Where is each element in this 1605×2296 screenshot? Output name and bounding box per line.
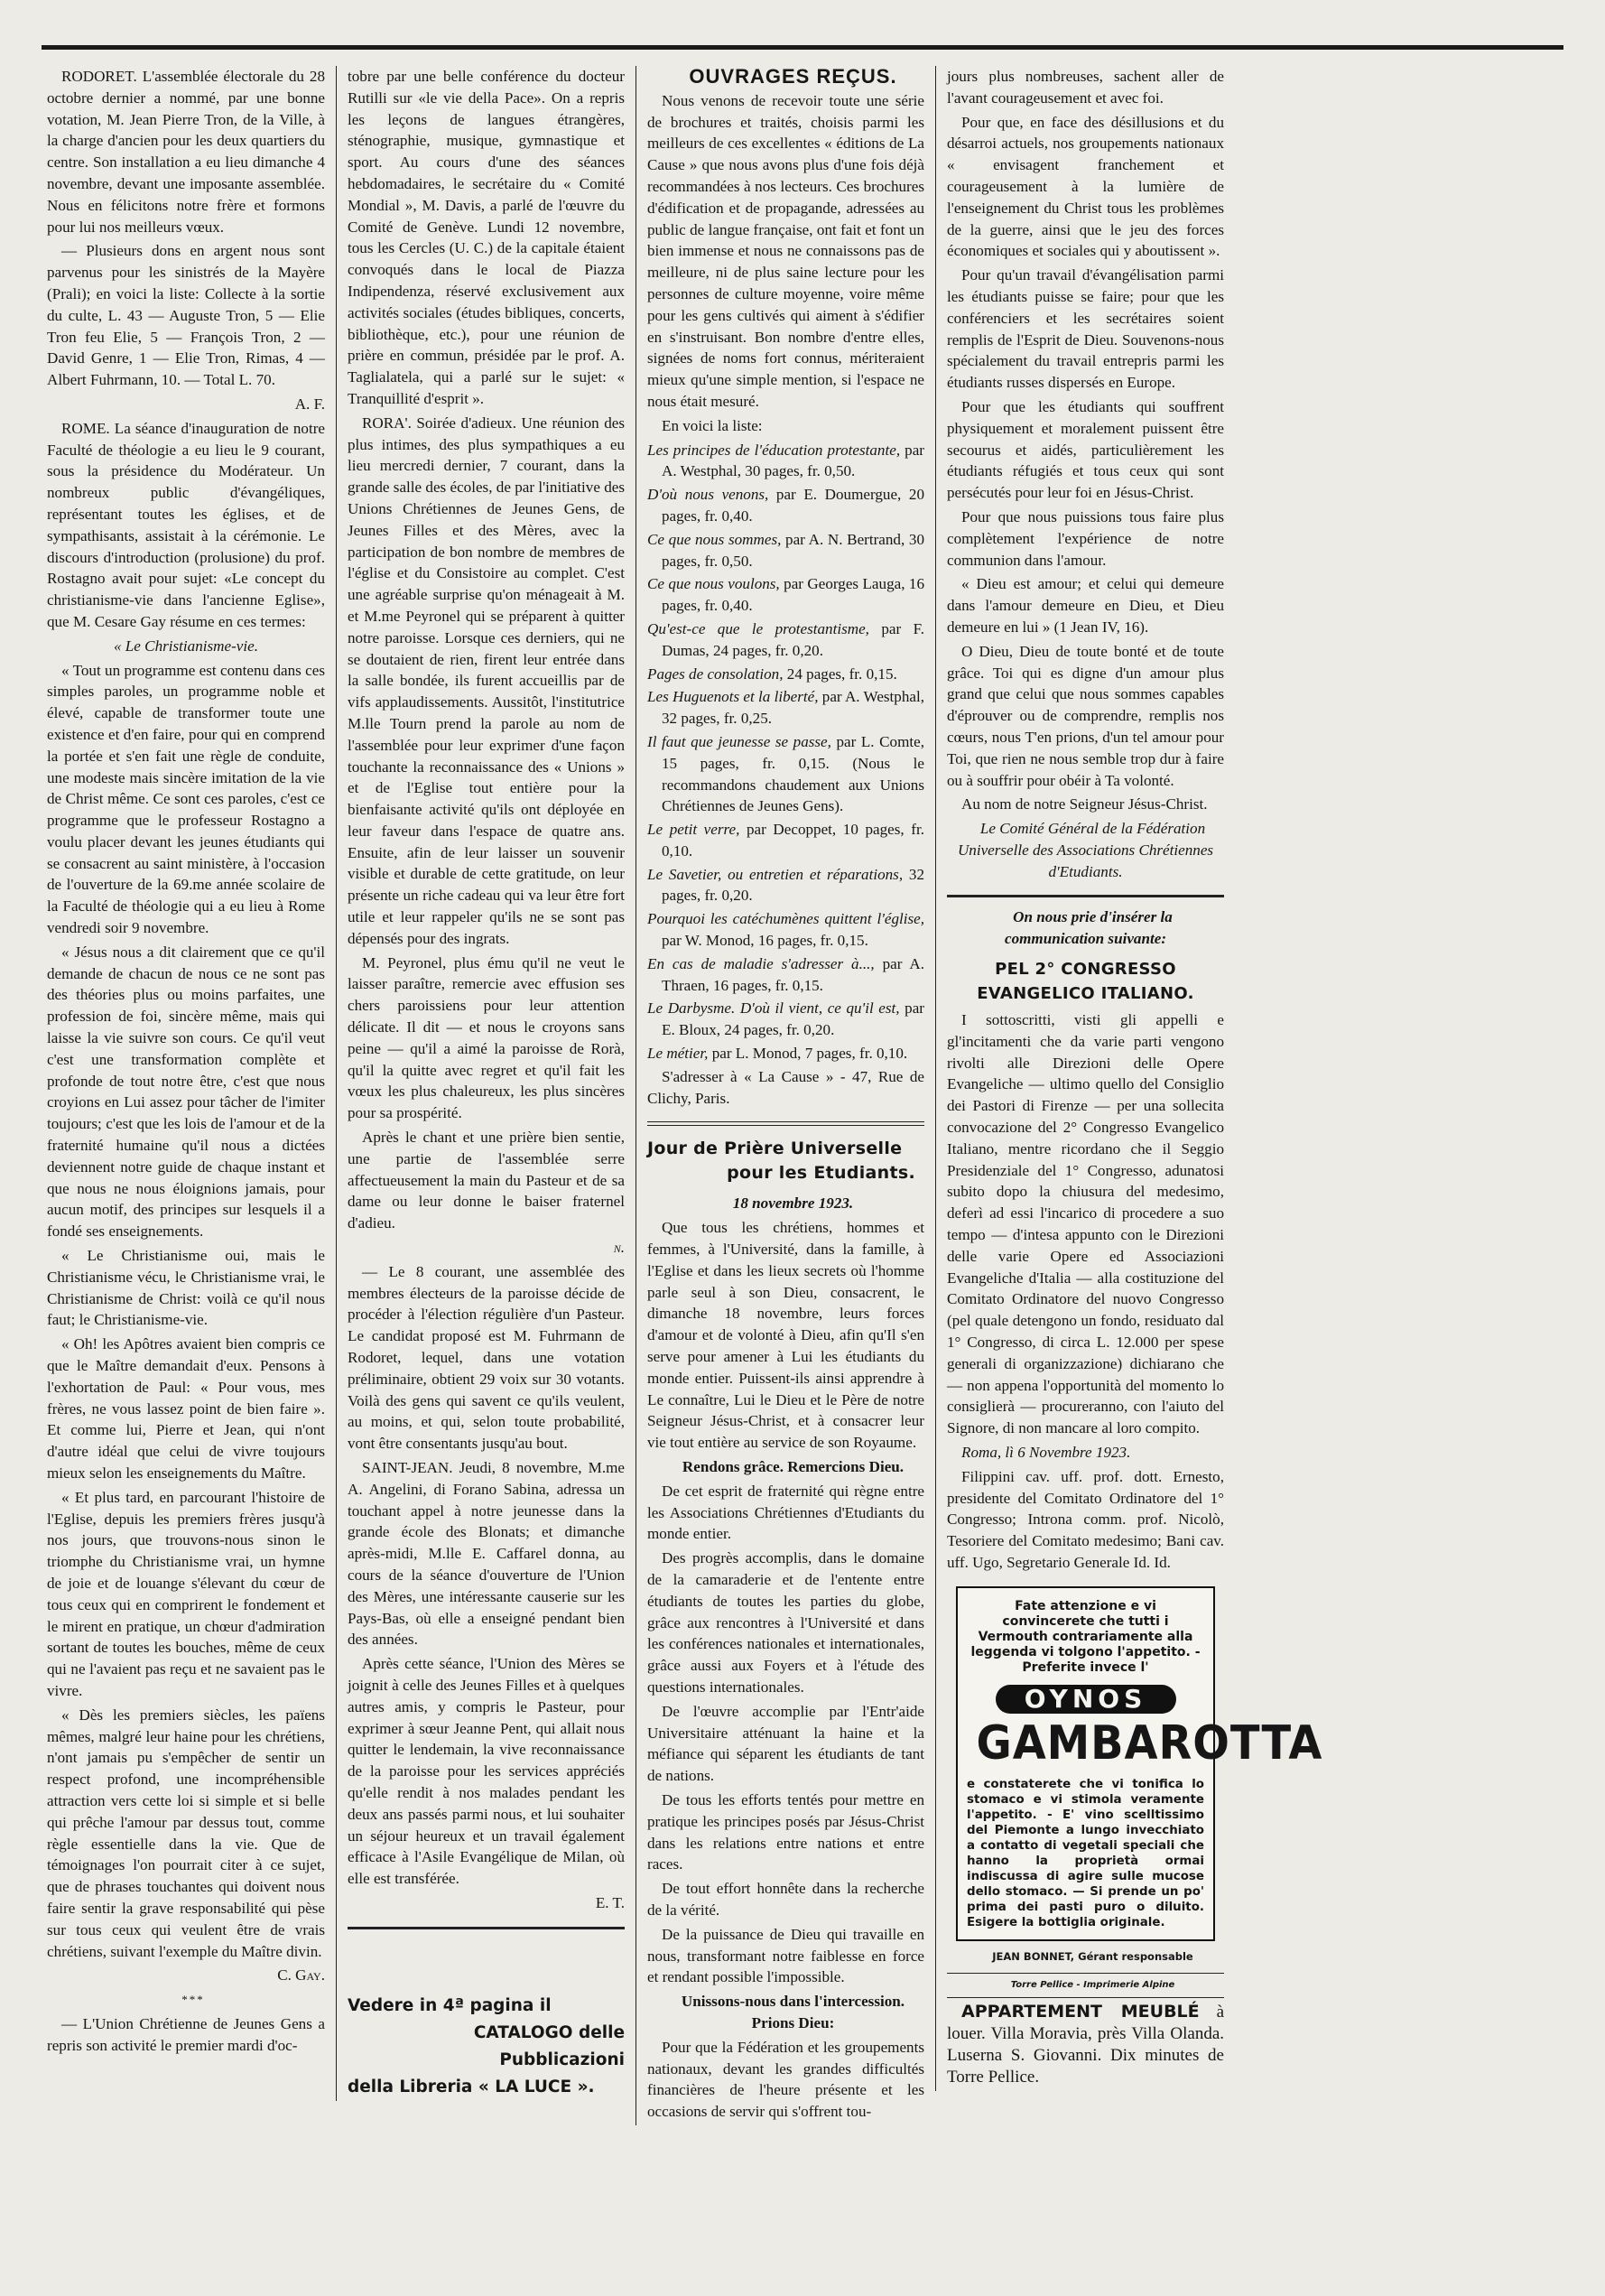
appartement-ad-text: à louer. Villa Moravia, près Villa Olanda. Luserna S. Giovanni. Dix minutes de Torre Pellice.: [947, 2003, 1225, 2087]
book-list-item: [647, 664, 924, 685]
ad-oynos-logo: OYNOS: [996, 1685, 1176, 1714]
book-details: par L. Comte, 15 pages, fr. 0,15. (Nous le recommandons chaudement aux Unions Chrétiennes de Jeunes Gens).: [662, 732, 924, 815]
book-list-item: [647, 1043, 924, 1064]
book-details: par E. Bloux, 24 pages, fr. 0,20.: [662, 999, 925, 1039]
prayer-paragraph-7: O Dieu, Dieu de toute bonté et de toute grâce. Toi qui es digne d'un amour plus grand que celui que nous sommes capables d'éprouver ou de comprendre, remplis nos cœurs, nous T'en prions, d'un tel amour pour Toi, que rien ne nous semble trop dur à faire ou à souffrir pour obéir à Ta volonté.: [947, 642, 1224, 789]
jour-priere-paragraph-7: De la puissance de Dieu qui travaille en nous, transformant notre faiblesse en force et rendant possible l'impossible.: [647, 1925, 924, 1986]
ucjg-paragraph: — L'Union Chrétienne de Jeunes Gens a repris son activité le premier mardi d'oc-: [47, 2014, 325, 2054]
book-details: par L. Monod, 7 pages, fr. 0,10.: [708, 1045, 908, 1063]
book-list-item: [647, 484, 924, 527]
rome-article: ROME. La séance d'inauguration de notre Faculté de théologie a eu lieu le 9 courant, sous la présidence du Modérateur. Un nombreux public d'évangéliques, représentant toutes les églises, et de sympathisants, assistait à la cérémonie. Le discours d'introduction (prolusione) du prof. Rostagno avait pour sujet: «Le concept du christianisme-vie dans l'ancienne Eglise», que M. Cesare Gay résume en ces termes:: [47, 419, 325, 630]
book-list-item: [647, 573, 924, 617]
rome-paragraph-2: « Tout un programme est contenu dans ces simples paroles, un programme noble et élevé, capable de transformer toute une existence et d'en faire, pour qui en comprend la portée et s'en fait une règle de conduite, une modeste mais sincère imitation de la vie de Christ même. Ce sont ces paroles, c'est ce programme que le professeur Rostagno a voulu placer devant les jeunes étudiants qui se consacrent au saint ministère, à l'occasion de l'ouverture de la 69.me année scolaire de la Faculté de théologie qui a eu lieu à Rome vendredi soir 9 novembre.: [47, 661, 325, 937]
rome-signature: C. Gay.: [277, 1966, 325, 1985]
appartement-ad-title: APPARTEMENT MEUBLÉ: [961, 2002, 1200, 2022]
federation-signature: Le Comité Général de la Fédération Universelle des Associations Chrétiennes d'Etudiants.: [957, 820, 1214, 880]
jour-priere-heading-line-2: pour les Etudiants.: [727, 1163, 915, 1184]
book-title: Pourquoi les catéchumènes quittent l'église,: [647, 910, 924, 928]
book-title: Le Darbysme. D'où il vient, ce qu'il est,: [647, 999, 900, 1018]
rome-paragraph-4: « Le Christianisme oui, mais le Christianisme vécu, le Christianisme vrai, le Christianisme de Christ: voilà ce qu'il nous faut; le Christianisme-vie.: [47, 1247, 325, 1329]
prayer-verse: « Dieu est amour; et celui qui demeure dans l'amour demeure en Dieu, et Dieu demeure en lui » (1 Jean IV, 16).: [947, 575, 1224, 636]
book-list-item: [647, 864, 924, 907]
rome-paragraph-7: « Dès les premiers siècles, les païens mêmes, malgré leur haine pour les chrétiens, n'ont jamais pu s'empêcher de sentir un respect profond, une incompréhensible attraction vers cette loi si simple et si belle qui prêche l'amour par dessus tout, comme règle essentielle dans la vie. Que de témoignages l'on pourrait citer à ce sujet, que de phrases touchantes qui doivent nous faire sentir la grave responsabilité qui pèse sur tous ceux qui veulent être de vrais chrétiens, suivant l'exemple du Maître divin.: [47, 1706, 325, 1960]
book-details: par W. Monod, 16 pages, fr. 0,15.: [662, 932, 868, 950]
prayer-paragraph-4: Pour que les étudiants qui souffrent physiquement et moralement puissent être secourus et aidés, particulièrement les étudiants réfugiés et tous ceux qui sont persécutés pour leur foi en Jésus-Christ.: [947, 397, 1224, 502]
jour-priere-paragraph-5: De tous les efforts tentés pour mettre en pratique les principes posés par Jésus-Christ dans les relations entre nations et entre races.: [647, 1790, 924, 1873]
communication-note: On nous prie d'insérer la communication suivante:: [1004, 908, 1173, 948]
book-details: par F. Dumas, 24 pages, fr. 0,20.: [662, 619, 924, 659]
prayer-closing: Au nom de notre Seigneur Jésus-Christ.: [961, 795, 1208, 813]
column-rule: [947, 895, 1224, 897]
jour-priere-paragraph-8: Pour que la Fédération et les groupements nationaux, devant les grandes difficultés financières de l'heure présente et les occasions de servir qui s'offrent tou-: [647, 2038, 924, 2121]
appartement-ad: [947, 2001, 1224, 2088]
book-list-item: [647, 529, 924, 572]
jour-priere-paragraph-2: De cet esprit de fraternité qui règne entre les Associations Chrétiennes d'Etudiants du monde entier.: [647, 1482, 924, 1543]
column-separator: [348, 1927, 625, 1929]
jour-priere-date: 18 novembre 1923.: [732, 1194, 854, 1213]
rora-article: RORA'. Soirée d'adieux. Une réunion des plus intimes, des plus sympathiques a eu lieu mercredi dernier, 7 courant, dans la grande salle des écoles, de par l'initiative des Unions Chrétiennes de Jeunes Gens, de Jeunes Filles et des Mères, avec la participation de bon nombre de membres de l'église et du Consistoire au complet. C'est une agréable surprise qu'on ménageait à M. et M.me Peyronel qui se préparent à quitter notre paroisse. Lorsque ces derniers, qui ne se doutaient de rien, firent leur entrée dans la salle bondée, ils furent accueillis par de vifs applaudissements. Aussitôt, l'institutrice M.lle Tourn prend la parole au nom de l'assemblée pour leur exprimer d'une façon touchante la reconnaissance des « Unions » et de l'Eglise tout entière pour la bienfaisante activité qu'ils ont déployée en leur faveur dans l'espace de quatre ans. Ensuite, afin de leur laisser un souvenir visible et durable de cette gratitude, on leur présente un riche cadeau qui va leur être fort utile et leur rappeler qu'ils ne se sont pas dépensés pour des ingrats.: [348, 414, 625, 947]
congresso-heading: PEL 2° CONGRESSO EVANGELICO ITALIANO.: [977, 960, 1194, 1004]
prayer-paragraph-3: Pour qu'un travail d'évangélisation parmi les étudiants puisse se faire; pour que les conférenciers et les secrétaires soient remplis de l'Esprit de Dieu. Souvenons-nous spécialement du travail entrepris parmi les étudiants russes dispersés en Europe.: [947, 266, 1224, 392]
jour-priere-paragraph-3: Des progrès accomplis, dans le domaine de la camaraderie et de l'entente entre étudiants de toutes les parties du globe, grâce aux rencontres à l'Université et dans les conférences nationales et internationales, grâce aussi aux Foyers et à l'étude des questions internationales.: [647, 1549, 924, 1696]
book-title: D'où nous venons,: [647, 486, 769, 504]
book-list-item: [647, 908, 924, 952]
jour-priere-heading-line-1: Jour de Prière Universelle: [647, 1139, 903, 1159]
rome-paragraph-6: « Et plus tard, en parcourant l'histoire de l'Eglise, depuis les premiers frères jusqu'à nos jours, que trouvons-nous sinon le triomphe du Christianisme vrai, un hymne de joie et de louange s'élevant du cœur de tous ceux qui en comprirent le fondement et le mirent en pratique, un chœur d'admiration sortant de toutes les bouches, même de ceux qui ne l'avaient pas reçu et ne savaient pas le vivre.: [47, 1488, 325, 1699]
jour-priere-paragraph-1: Que tous les chrétiens, hommes et femmes, à l'Université, dans la famille, à l'Eglise et dans les lieux secrets où l'homme parle seul à son Dieu, consacrent, le dimanche 18 novembre, leurs forces d'amour et de volonté à Dieu, afin qu'Il s'en serve pour amener à Lui les étudiants du monde entier. Puissent-ils ainsi apprendre à Le connaître, Lui le Dieu et le Père de notre Seigneur Jésus-Christ, et à consacrer leur vie tout entière au service de son Royaume.: [647, 1219, 924, 1452]
catalogo-line-2: CATALOGO delle Pubblicazioni: [473, 2022, 625, 2069]
rora-signature: n.: [613, 1239, 625, 1257]
ouvrages-heading: OUVRAGES REÇUS.: [689, 65, 897, 88]
ouvrages-intro: Nous venons de recevoir toute une série de brochures et traités, choisis parmi les meilleurs de ces excellentes « éditions de La Cause » que nous avons plus d'une fois déjà recommandées à nos lecteurs. Ces brochures d'édification et de propagande, adressées au public de langue française, ont fait et font un bien immense et nous ne connaissons pas de meilleure, ni de plus saine lecture pour les personnes de culture moyenne, voire même pour les gens cultivés qui aiment à s'édifier en s'instruisant. Bon nombre d'entre elles, signées de noms fort connus, mériteraient mieux qu'une simple mention, si l'espace ne nous était mesuré.: [647, 91, 924, 410]
rome-paragraph-5: « Oh! les Apôtres avaient bien compris ce que le Maître demandait d'eux. Pensons à l'exhortation de Paul: « Pour vous, mes frères, ne vous lassez point de bien faire ». Et comme lui, Pierre et Jean, qui n'ont d'autre idéal que celui de vivre toujours mieux selon les enseignements du Maître.: [47, 1335, 325, 1482]
rome-paragraph-3: « Jésus nous a dit clairement que ce qu'il demande de chacun de nous ce ne sont pas des théories plus ou moins parfaites, une profession de foi, sincère même, mais qui laisse la vie suivre son cours. Ce qu'il veut c'est une transformation complète et profonde de tout notre être, c'est que nous croyions en Lui assez pour tâcher de l'imiter toujours; c'est que les lois de l'amour et de la fraternité humaine qu'il nous a dictées deviennent notre guide de chaque instant et que nous ne nous éloignions jamais, pour aucun motif, des principes sur lesquels il a fondé ses enseignements.: [47, 943, 325, 1241]
columns: [36, 66, 1569, 2125]
saint-jean-article: SAINT-JEAN. Jeudi, 8 novembre, M.me A. Angelini, di Forano Sabina, adressa un touchant appel à notre jeunesse dans la grande école des Blonats; et dimanche après-midi, M.lle E. Caffarel donna, au cours de la séance d'ouverture de l'Union des Mères, une intéressante causerie sur les Pays-Bas, où elle a enseigné pendant bien des années.: [348, 1459, 625, 1649]
book-details: par A. N. Bertrand, 30 pages, fr. 0,50.: [662, 530, 925, 570]
book-title: Pages de consolation,: [647, 665, 784, 683]
book-title: Le Savetier, ou entretien et réparations,: [647, 865, 904, 883]
book-details: 32 pages, fr. 0,20.: [662, 865, 924, 905]
rome-quote-title: « Le Christianisme-vie.: [113, 637, 258, 655]
top-rule: [42, 45, 1563, 50]
dons-paragraph: — Plusieurs dons en argent nous sont parvenus pour les sinistrés de la Mayère (Prali); en voici la liste: Collecte à la sortie du culte, L. 43 — Auguste Tron, 5 — Elie Tron feu Elie, 5 — François Tron, 2 — David Genre, 1 — Elie Tron, Rimas, 4 — Albert Fuhrmann, 10. — Total L. 70.: [47, 242, 325, 389]
book-list-item: [647, 440, 924, 483]
rora-paragraph-3: Après le chant et une prière bien sentie, une partie de l'assemblée serre affectueusement la main du Pasteur et de sa dame ou leur donne le baiser fraternel d'adieu.: [348, 1129, 625, 1232]
book-title: Qu'est-ce que le protestantisme,: [647, 619, 869, 637]
book-details: par E. Doumergue, 20 pages, fr. 0,40.: [662, 486, 924, 525]
ad-intro-text: Fate attenzione e vi convincerete che tutti i Vermouth contrariamente alla leggenda vi tolgono l'appetito. - Preferite invece l': [970, 1598, 1201, 1675]
ouvrages-list-intro: En voici la liste:: [662, 416, 763, 434]
saint-jean-paragraph-2: Après cette séance, l'Union des Mères se joignit à celle des Jeunes Filles et à quelques autres amis, y compris le Pasteur, pour exprimer à sœur Jeanne Pent, qui allait nous quitter le lendemain, la vive reconnaissance de la paroisse pour les services appréciés qu'elle rendit à nos malades pendant les deux ans passés parmi nous, et lui souhaiter un séjour heureux et un travail également efficace à l'Asile Evangélique de Milan, où elle est transférée.: [348, 1655, 625, 1888]
book-details: 24 pages, fr. 0,15.: [783, 665, 897, 683]
congresso-date: Roma, lì 6 Novembre 1923.: [961, 1444, 1131, 1462]
book-details: par A. Westphal, 32 pages, fr. 0,25.: [662, 688, 925, 728]
book-title: Le petit verre,: [647, 821, 740, 839]
column-2: [336, 66, 636, 2101]
book-list-item: [647, 998, 924, 1041]
ucjg-continued: tobre par une belle conférence du docteur Rutilli sur «le vie della Pace». On a repris les leçons de langues étrangères, sténographie, musique, gymnastique et sport. Au cours d'une des séances hebdomadaires, le secrétaire du « Comité Mondial », M. Davis, a parlé de l'œuvre du Comité de Genève. Lundi 12 novembre, tous les Cercles (U. C.) de la capitale étaient convoqués dans le local de Piazza Indipendenza, réservé exclusivement aux activités sociales (études bibliques, concerts, bibliothèque, etc.), pour une réunion de prière en commun, présidée par le prof. A. Taglialatela, qui a parlé sur le sujet: « Tranquillité d'esprit ».: [348, 68, 625, 407]
rora-election-paragraph: — Le 8 courant, une assemblée des membres électeurs de la paroisse décide de procéder à l'élection régulière d'un Pasteur. Le candidat proposé est M. Fuhrmann de Rodoret, lequel, dans une votation préliminaire, obtient 29 voix sur 30 votants. Voilà des gens qui savent ce qu'ils veulent, au moins, et qui, selon toute probabilité, vont être consentants jusqu'au bout.: [348, 1262, 625, 1453]
book-details: par Decoppet, 10 pages, fr. 0,10.: [662, 821, 924, 860]
catalogo-notice: [348, 1993, 625, 2101]
unissons-heading-line-2: Prions Dieu:: [751, 2013, 835, 2031]
book-title: Ce que nous voulons,: [647, 575, 780, 593]
book-list-item: [647, 731, 924, 817]
gerant-line: JEAN BONNET, Gérant responsable: [992, 1949, 1193, 1963]
ad-gambarotta-brand: GAMBAROTTA: [976, 1715, 1323, 1771]
dons-signature: A. F.: [294, 395, 325, 413]
book-title: Le métier,: [647, 1045, 709, 1063]
unissons-heading-line-1: Unissons-nous dans l'intercession.: [681, 1993, 905, 2011]
congresso-paragraph: I sottoscritti, visti gli appelli e gl'incitamenti che da varie parti vengono rivolti alle Direzioni delle Opere Evangeliche — ultimo quello del Consiglio dei Pastori di Firenze — per una sollecita convocazione del 2° Congresso Evangelico Italiano, mentre ricordano che il Seggio Presidenziale del 1° Congresso, adunatosi subito dopo la chiusura del medesimo, deferì ad essi l'incarico di procedere a suo tempo — d'intesa appunto con le Direzioni delle varie Opere ed Associazioni Evangeliche d'Italia — alla costituzione del Comitato Ordinatore del nuovo Congresso (pel quale detengono un fondo, residuato dal 1° Congresso, di circa L. 12.000 per spese generali di organizzazione) dichiarano che — non appena l'opportunità del momento lo consiglierà — procureranno, con l'aiuto del Signore, di non mancare al loro compito.: [947, 1011, 1224, 1437]
ad-body-text: e constaterete che vi tonifica lo stomaco e vi stimola veramente l'appetito. - E' vino scelltissimo del Piemonte a lungo invecchiato a contatto di vegetali speciali che hanno la proprietà ormai indiscussa di agire sulle mucose dello stomaco. — Si prende un po' prima dei pasti puro o diluito. Esigere la bottiglia originale.: [967, 1777, 1204, 1929]
catalogo-line-1: Vedere in 4ª pagina il: [348, 1995, 552, 2015]
section-rule: [647, 1121, 924, 1126]
book-title: Les principes de l'éducation protestante,: [647, 441, 901, 459]
book-list: [647, 440, 924, 1064]
rodoret-article: RODORET. L'assemblée électorale du 28 octobre dernier a nommé, par une bonne votation, M. Jean Pierre Tron, de la Ville, à la charge d'ancien pour les deux quartiers du centre. Son installation a eu lieu dimanche 4 novembre, devant une imposante assemblée. Nous en félicitons notre frère et formons pour lui nos meilleurs vœux.: [47, 68, 325, 236]
prayer-continued: jours plus nombreuses, sachent aller de l'avant courageusement et avec foi.: [947, 68, 1224, 107]
rendons-grace-heading: Rendons grâce. Remercions Dieu.: [682, 1458, 905, 1476]
book-title: Il faut que jeunesse se passe,: [647, 732, 831, 750]
rora-paragraph-2: M. Peyronel, plus ému qu'il ne veut le laisser paraître, remercie avec effusion ses chers paroissiens pour leur attention délicate. Il dit — et nous le croyons sans peine — qu'il a aimé la paroisse de Rorà, qu'il la quitte avec regret et qu'il fait les vœux les plus chaleureux, les plus sincères pour sa prospérité.: [348, 953, 625, 1122]
prayer-paragraph-2: Pour que, en face des désillusions et du désarroi actuels, nos groupements nationaux « envisagent franchement et courageusement à la lumière de l'enseignement du Christ tous les problèmes de la guerre, ainsi que le jeu des forces économiques et sociales qui y aboutissent ».: [947, 113, 1224, 260]
book-title: Ce que nous sommes,: [647, 530, 782, 548]
jour-priere-paragraph-4: De l'œuvre accomplie par l'Entr'aide Universitaire atténuant la haine et la méfiance qui séparent les étudiants de tant de nations.: [647, 1702, 924, 1785]
book-title: Les Huguenots et la liberté,: [647, 688, 819, 706]
column-4: [935, 66, 1323, 2091]
gambarotta-advertisement: [956, 1586, 1323, 1941]
ouvrages-address: S'adresser à « La Cause » - 47, Rue de Clichy, Paris.: [647, 1067, 924, 1107]
book-list-item: [647, 953, 924, 997]
book-details: par Georges Lauga, 16 pages, fr. 0,40.: [662, 575, 924, 615]
book-list-item: [647, 819, 924, 862]
column-3: [636, 66, 935, 2125]
section-stars: ***: [181, 1993, 205, 2007]
congresso-signatories: Filippini cav. uff. prof. dott. Ernesto, presidente del Comitato Ordinatore del 1° Congresso; Introna comm. prof. Nicolò, Tesoriere del Comitato medesimo; Bani cav. uff. Ugo, Segretario Generale Id. Id.: [947, 1467, 1224, 1571]
imprimerie-line: Torre Pellice - Imprimerie Alpine: [947, 1973, 1224, 1998]
book-list-item: [647, 686, 924, 730]
column-1: [36, 66, 336, 2059]
book-list-item: [647, 618, 924, 662]
jour-priere-paragraph-6: De tout effort honnête dans la recherche de la vérité.: [647, 1880, 924, 1919]
book-title: En cas de maladie s'adresser à...,: [647, 954, 875, 972]
book-details: par A. Westphal, 30 pages, fr. 0,50.: [662, 441, 924, 480]
saint-jean-signature: E. T.: [595, 1893, 625, 1911]
catalogo-line-3: della Libreria « LA LUCE ».: [348, 2077, 595, 2096]
jour-priere-heading: [647, 1137, 924, 1185]
prayer-paragraph-5: Pour que nous puissions tous faire plus complètement l'expérience de notre communion dans l'amour.: [947, 507, 1224, 569]
book-details: par A. Thraen, 16 pages, fr. 0,15.: [662, 954, 924, 994]
